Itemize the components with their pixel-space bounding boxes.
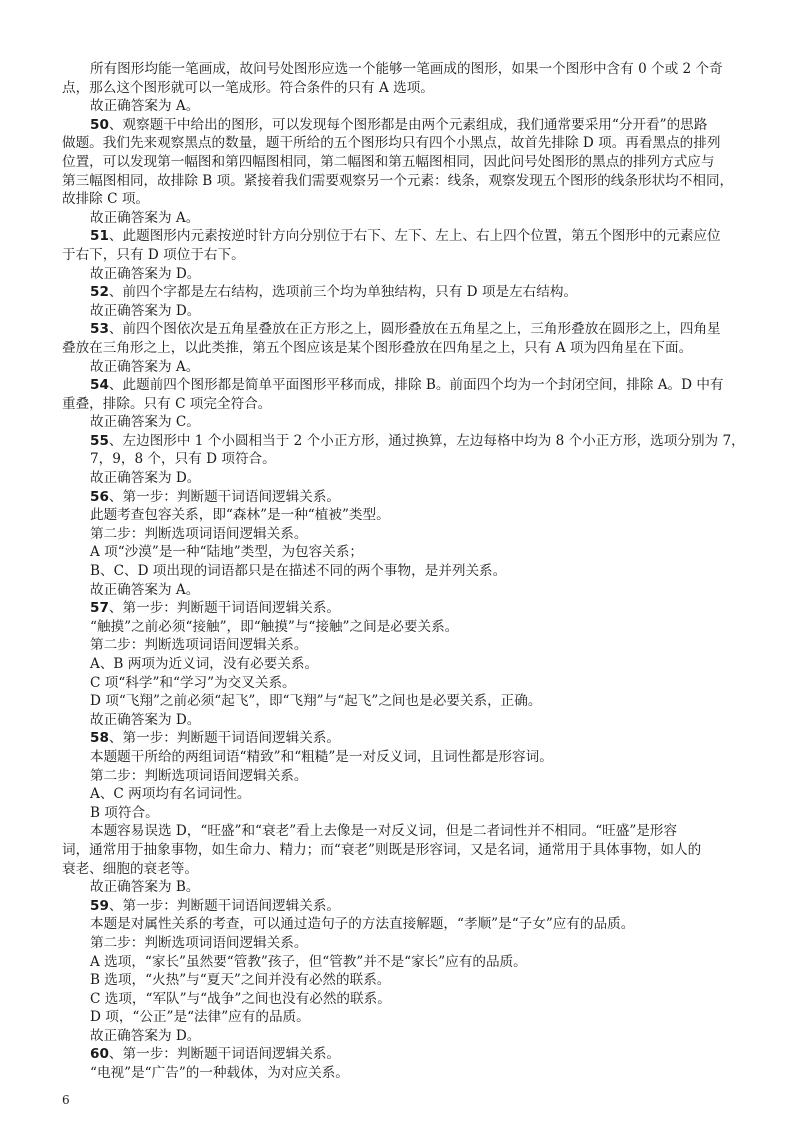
text-line <box>62 990 738 1009</box>
line-text: 、观察题干中给出的图形，可以发现每个图形都是由两个元素组成，我们通常要采用“分开看”的思路 <box>108 116 708 133</box>
line-text: 故正确答案为 A。 <box>90 209 200 226</box>
text-line <box>62 209 738 228</box>
text-line <box>62 376 738 395</box>
text-line <box>62 432 745 451</box>
line-text: 所有图形均能一笔画成，故问号处图形应选一个能够一笔画成的图形，如果一个图形中含有 0 个或 2 个奇 <box>90 61 723 77</box>
text-line <box>62 1045 738 1064</box>
line-text: 词，通常用于抽象事物，如生命力、精力；而“衰老”则既是形容词，又是名词，通常用于具体事物，如人的 <box>62 841 702 858</box>
line-text: 故正确答案为 D。 <box>90 711 201 728</box>
line-text: C 选项，“军队”与“战争”之间也没有必然的联系。 <box>90 990 391 1007</box>
text-line <box>62 692 738 711</box>
text-line <box>62 674 738 693</box>
line-text: 点，那么这个图形就可以一笔成形。符合条件的只有 A 选项。 <box>62 79 434 96</box>
text-line <box>62 655 738 674</box>
text-line <box>62 841 738 860</box>
text-line <box>62 525 738 544</box>
text-line <box>62 265 738 284</box>
text-line <box>62 227 738 246</box>
question-number: 56 <box>90 488 109 505</box>
line-text: “电视”是“广告”的一种载体，为对应关系。 <box>90 1065 349 1082</box>
line-text: 第二步：判断选项词语间逻辑关系。 <box>90 525 308 542</box>
text-line <box>62 246 738 265</box>
line-text: A 选项，“家长”虽然要“管教”孩子，但“管教”并不是“家长”应有的品质。 <box>90 953 527 970</box>
text-line <box>62 599 738 618</box>
line-text: 故正确答案为 B。 <box>90 879 200 896</box>
text-line <box>62 822 738 841</box>
text-line <box>62 134 738 153</box>
text-line <box>62 897 738 916</box>
question-number: 57 <box>90 600 109 617</box>
line-text: 、第一步：判断题干词语间逻辑关系。 <box>108 730 341 747</box>
line-text: “触摸”之前必须“接触”，即“触摸”与“接触”之间是必要关系。 <box>90 618 459 635</box>
line-text: 故正确答案为 A。 <box>90 358 200 375</box>
line-text: 、左边图形中 1 个小圆相当于 2 个小正方形，通过换算，左边每格中均为 8 个小正方形，选项分别为 7， <box>108 432 745 449</box>
text-line <box>62 748 738 767</box>
line-text: 故排除 C 项。 <box>62 191 150 208</box>
line-text: D 项，“公正”是“法律”应有的品质。 <box>90 1009 310 1026</box>
line-text: 衰老、细胞的衰老等。 <box>62 860 198 877</box>
line-text: 此题考查包容关系，即“森林”是一种“植被”类型。 <box>90 507 390 524</box>
line-text: 、此题图形内元素按逆时针方向分别位于右下、左下、左上、右上四个位置，第五个图形中的元素应位 <box>108 228 721 245</box>
line-text: 做题。我们先来观察黑点的数量，题干所给的五个图形均只有四个小黑点，故首先排除 D 项。再看黑点的排列 <box>62 135 721 152</box>
text-line <box>62 804 738 823</box>
line-text: 、前四个字都是左右结构，选项前三个均为单独结构，只有 D 项是左右结构。 <box>108 284 578 301</box>
text-line <box>62 339 738 358</box>
line-text: 第三幅图相同，故排除 B 项。紧接着我们需要观察另一个元素：线条，观察发现五个图形的线条形状均不相同， <box>62 172 734 189</box>
text-line <box>62 60 738 79</box>
text-line <box>62 636 738 655</box>
line-text: 第二步：判断选项词语间逻辑关系。 <box>90 637 308 654</box>
text-line <box>62 934 738 953</box>
text-line <box>62 581 738 600</box>
text-line <box>62 116 738 135</box>
line-text: 本题题干所给的两组词语“精致”和“粗糙”是一对反义词，且词性都是形容词。 <box>90 748 553 765</box>
text-line <box>62 190 738 209</box>
line-text: 于右下，只有 D 项位于右下。 <box>62 246 245 263</box>
line-text: 、第一步：判断题干词语间逻辑关系。 <box>108 488 341 505</box>
text-line <box>62 358 738 377</box>
question-number: 51 <box>90 228 109 245</box>
question-number: 53 <box>90 321 109 338</box>
line-text: 本题容易误选 D，“旺盛”和“衰老”看上去像是一对反义词，但是二者词性并不相同。“旺盛”是形容 <box>90 823 678 840</box>
text-line <box>62 413 738 432</box>
line-text: 故正确答案为 D。 <box>90 265 201 282</box>
text-line <box>62 79 738 98</box>
line-text: B 项符合。 <box>90 804 159 821</box>
question-number: 52 <box>90 284 109 301</box>
text-line <box>62 450 738 469</box>
text-line <box>62 283 738 302</box>
line-text: 本题是对属性关系的考查，可以通过造句子的方法直接解题，“孝顺”是“子女”应有的品质。 <box>90 916 635 933</box>
line-text: 故正确答案为 A。 <box>90 581 200 598</box>
line-text: 故正确答案为 A。 <box>90 98 200 115</box>
line-text: 、第一步：判断题干词语间逻辑关系。 <box>108 897 341 914</box>
question-number: 55 <box>90 432 109 449</box>
line-text: 、第一步：判断题干词语间逻辑关系。 <box>108 600 341 617</box>
text-line <box>62 618 738 637</box>
line-text: 故正确答案为 D。 <box>90 470 201 487</box>
question-number: 58 <box>90 730 109 747</box>
text-line <box>62 395 738 414</box>
text-line <box>62 153 738 172</box>
line-text: A 项“沙漠”是一种“陆地”类型，为包容关系； <box>90 544 364 561</box>
text-line <box>62 860 738 879</box>
text-line <box>62 767 738 786</box>
text-line <box>62 302 738 321</box>
text-line <box>62 971 738 990</box>
text-line <box>62 543 738 562</box>
line-text: 故正确答案为 C。 <box>90 414 200 431</box>
answer-explanations <box>62 60 745 1083</box>
line-text: 重叠，排除。只有 C 项完全符合。 <box>62 395 272 412</box>
text-line <box>62 1064 738 1083</box>
text-line <box>62 1027 738 1046</box>
line-text: 第二步：判断选项词语间逻辑关系。 <box>90 767 308 784</box>
text-line <box>62 469 738 488</box>
text-line <box>62 562 738 581</box>
text-line <box>62 506 738 525</box>
question-number: 50 <box>90 116 109 133</box>
line-text: 第二步：判断选项词语间逻辑关系。 <box>90 934 308 951</box>
text-line <box>62 172 738 191</box>
text-line <box>62 785 738 804</box>
text-line <box>62 320 738 339</box>
question-number: 60 <box>90 1046 109 1063</box>
line-text: 位置，可以发现第一幅图和第四幅图相同，第二幅图和第五幅图相同，因此问号处图形的黑点的排列方式应与 <box>62 153 715 170</box>
text-line <box>62 97 738 116</box>
text-line <box>62 711 738 730</box>
line-text: D 项“飞翔”之前必须“起飞”，即“飞翔”与“起飞”之间也是必要关系，正确。 <box>90 693 542 710</box>
text-line <box>62 915 738 934</box>
line-text: 7，9，8 个，只有 D 项符合。 <box>90 451 276 468</box>
line-text: 、前四个图依次是五角星叠放在正方形之上，圆形叠放在五角星之上，三角形叠放在圆形之上，四角星 <box>108 321 721 338</box>
question-number: 59 <box>90 897 109 914</box>
line-text: A、B 两项为近义词，没有必要关系。 <box>90 656 319 672</box>
line-text: 故正确答案为 D。 <box>90 302 201 319</box>
line-text: A、C 两项均有名词词性。 <box>90 786 251 803</box>
text-line <box>62 878 738 897</box>
text-line <box>62 953 738 972</box>
line-text: 故正确答案为 D。 <box>90 1027 201 1044</box>
text-line <box>62 488 738 507</box>
line-text: 、第一步：判断题干词语间逻辑关系。 <box>108 1046 341 1063</box>
line-text: B、C、D 项出现的词语都只是在描述不同的两个事物，是并列关系。 <box>90 563 507 580</box>
line-text: B 选项，“火热”与“夏天”之间并没有必然的联系。 <box>90 972 391 989</box>
line-text: C 项“科学”和“学习”为交叉关系。 <box>90 674 296 691</box>
line-text: 、此题前四个图形都是简单平面图形平移而成，排除 B。前面四个均为一个封闭空间，排除 A。D 中有 <box>108 377 724 394</box>
text-line <box>62 729 738 748</box>
page-number: 6 <box>62 1093 70 1107</box>
line-text: 叠放在三角形之上，以此类推，第五个图应该是某个图形叠放在四角星之上，只有 A 项为四角星在下面。 <box>62 339 693 356</box>
text-line <box>62 1008 738 1027</box>
question-number: 54 <box>90 377 109 394</box>
